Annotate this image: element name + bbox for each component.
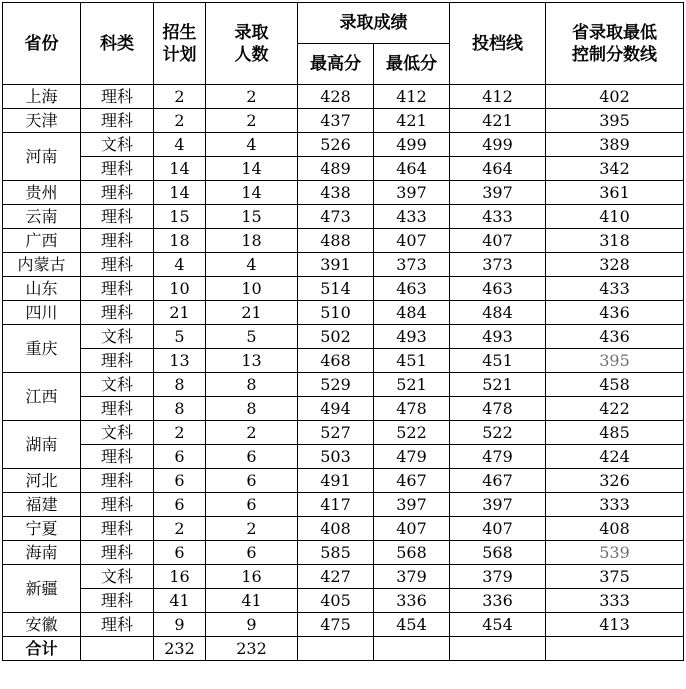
filing-line-cell: 421 (450, 109, 546, 133)
min-score-cell: 478 (374, 397, 450, 421)
min-score-cell: 451 (374, 349, 450, 373)
total-category-cell (81, 637, 154, 661)
min-score-cell: 467 (374, 469, 450, 493)
table-row (3, 589, 684, 613)
province-cell: 贵州 (3, 181, 81, 205)
control-line-cell: 402 (546, 85, 684, 109)
admitted-cell: 2 (206, 109, 298, 133)
province-cell: 福建 (3, 493, 81, 517)
control-line-cell: 408 (546, 517, 684, 541)
table-row (3, 517, 684, 541)
category-cell: 理科 (81, 109, 154, 133)
min-score-cell: 499 (374, 133, 450, 157)
table-row (3, 565, 684, 589)
table-row (3, 157, 684, 181)
total-plan-cell: 232 (154, 637, 206, 661)
min-score-cell: 464 (374, 157, 450, 181)
category-cell: 理科 (81, 613, 154, 637)
max-score-cell: 494 (298, 397, 374, 421)
admitted-cell: 14 (206, 157, 298, 181)
max-score-cell: 491 (298, 469, 374, 493)
admitted-cell: 18 (206, 229, 298, 253)
control-line-cell: 424 (546, 445, 684, 469)
category-cell: 理科 (81, 493, 154, 517)
province-cell: 安徽 (3, 613, 81, 637)
filing-line-cell: 397 (450, 493, 546, 517)
plan-cell: 6 (154, 541, 206, 565)
min-score-cell: 568 (374, 541, 450, 565)
category-cell: 理科 (81, 229, 154, 253)
max-score-cell: 438 (298, 181, 374, 205)
admitted-cell: 5 (206, 325, 298, 349)
header-admitted (206, 3, 298, 85)
filing-line-cell: 478 (450, 397, 546, 421)
header-admitted-line2: 人数 (234, 44, 269, 65)
control-line-cell: 326 (546, 469, 684, 493)
filing-line-cell: 463 (450, 277, 546, 301)
control-line-cell: 395 (546, 109, 684, 133)
plan-cell: 14 (154, 157, 206, 181)
max-score-cell: 475 (298, 613, 374, 637)
table-row (3, 397, 684, 421)
max-score-cell: 468 (298, 349, 374, 373)
filing-line-cell: 467 (450, 469, 546, 493)
category-cell: 文科 (81, 325, 154, 349)
category-cell: 理科 (81, 589, 154, 613)
admitted-cell: 8 (206, 373, 298, 397)
min-score-cell: 397 (374, 493, 450, 517)
category-cell: 理科 (81, 517, 154, 541)
max-score-cell: 503 (298, 445, 374, 469)
plan-cell: 15 (154, 205, 206, 229)
plan-cell: 21 (154, 301, 206, 325)
admitted-cell: 21 (206, 301, 298, 325)
total-admitted-cell: 232 (206, 637, 298, 661)
table-row (3, 301, 684, 325)
control-line-cell: 422 (546, 397, 684, 421)
filing-line-cell: 464 (450, 157, 546, 181)
header-control-line2: 控制分数线 (572, 44, 657, 65)
filing-line-cell: 499 (450, 133, 546, 157)
plan-cell: 41 (154, 589, 206, 613)
control-line-cell: 375 (546, 565, 684, 589)
filing-line-cell: 397 (450, 181, 546, 205)
category-cell: 理科 (81, 181, 154, 205)
header-scores: 录取成绩 (298, 3, 450, 44)
admitted-cell: 4 (206, 133, 298, 157)
plan-cell: 6 (154, 493, 206, 517)
plan-cell: 14 (154, 181, 206, 205)
province-cell: 上海 (3, 85, 81, 109)
max-score-cell: 391 (298, 253, 374, 277)
max-score-cell: 502 (298, 325, 374, 349)
province-cell: 内蒙古 (3, 253, 81, 277)
province-cell: 海南 (3, 541, 81, 565)
admitted-cell: 6 (206, 493, 298, 517)
control-line-cell: 433 (546, 277, 684, 301)
control-line-cell: 539 (546, 541, 684, 565)
admitted-cell: 16 (206, 565, 298, 589)
admitted-cell: 6 (206, 541, 298, 565)
header-plan-line1: 招生 (162, 22, 197, 43)
admitted-cell: 14 (206, 181, 298, 205)
plan-cell: 16 (154, 565, 206, 589)
filing-line-cell: 522 (450, 421, 546, 445)
filing-line-cell: 412 (450, 85, 546, 109)
header-plan-line2: 计划 (162, 44, 197, 65)
table-row (3, 445, 684, 469)
total-max-cell (298, 637, 374, 661)
filing-line-cell: 454 (450, 613, 546, 637)
filing-line-cell: 407 (450, 229, 546, 253)
max-score-cell: 527 (298, 421, 374, 445)
admitted-cell: 6 (206, 469, 298, 493)
table-row (3, 85, 684, 109)
province-cell: 四川 (3, 301, 81, 325)
category-cell: 文科 (81, 133, 154, 157)
total-control-cell (546, 637, 684, 661)
table-row (3, 277, 684, 301)
control-line-cell: 485 (546, 421, 684, 445)
table-row (3, 613, 684, 637)
header-filing-line: 投档线 (450, 3, 546, 85)
plan-cell: 9 (154, 613, 206, 637)
plan-cell: 2 (154, 109, 206, 133)
admitted-cell: 6 (206, 445, 298, 469)
control-line-cell: 361 (546, 181, 684, 205)
province-cell: 河北 (3, 469, 81, 493)
control-line-cell: 333 (546, 493, 684, 517)
table-row (3, 133, 684, 157)
table-row (3, 253, 684, 277)
admitted-cell: 10 (206, 277, 298, 301)
max-score-cell: 526 (298, 133, 374, 157)
table-row (3, 373, 684, 397)
min-score-cell: 407 (374, 229, 450, 253)
max-score-cell: 408 (298, 517, 374, 541)
max-score-cell: 405 (298, 589, 374, 613)
max-score-cell: 529 (298, 373, 374, 397)
max-score-cell: 585 (298, 541, 374, 565)
total-row (3, 637, 684, 661)
category-cell: 文科 (81, 421, 154, 445)
max-score-cell: 489 (298, 157, 374, 181)
table-row (3, 541, 684, 565)
max-score-cell: 514 (298, 277, 374, 301)
plan-cell: 2 (154, 517, 206, 541)
province-cell: 山东 (3, 277, 81, 301)
filing-line-cell: 484 (450, 301, 546, 325)
control-line-cell: 458 (546, 373, 684, 397)
control-line-cell: 436 (546, 325, 684, 349)
min-score-cell: 479 (374, 445, 450, 469)
min-score-cell: 412 (374, 85, 450, 109)
category-cell: 理科 (81, 277, 154, 301)
plan-cell: 13 (154, 349, 206, 373)
min-score-cell: 379 (374, 565, 450, 589)
filing-line-cell: 373 (450, 253, 546, 277)
min-score-cell: 373 (374, 253, 450, 277)
admission-score-table (2, 2, 684, 661)
filing-line-cell: 479 (450, 445, 546, 469)
min-score-cell: 454 (374, 613, 450, 637)
control-line-cell: 333 (546, 589, 684, 613)
admitted-cell: 15 (206, 205, 298, 229)
filing-line-cell: 336 (450, 589, 546, 613)
header-min-score: 最低分 (374, 44, 450, 85)
table-row (3, 325, 684, 349)
table-row (3, 109, 684, 133)
control-line-cell: 328 (546, 253, 684, 277)
table-row (3, 421, 684, 445)
category-cell: 理科 (81, 157, 154, 181)
header-plan (154, 3, 206, 85)
max-score-cell: 488 (298, 229, 374, 253)
filing-line-cell: 379 (450, 565, 546, 589)
filing-line-cell: 433 (450, 205, 546, 229)
min-score-cell: 493 (374, 325, 450, 349)
min-score-cell: 397 (374, 181, 450, 205)
category-cell: 理科 (81, 541, 154, 565)
plan-cell: 2 (154, 85, 206, 109)
control-line-cell: 395 (546, 349, 684, 373)
control-line-cell: 342 (546, 157, 684, 181)
control-line-cell: 318 (546, 229, 684, 253)
control-line-cell: 413 (546, 613, 684, 637)
plan-cell: 2 (154, 421, 206, 445)
min-score-cell: 433 (374, 205, 450, 229)
admitted-cell: 2 (206, 85, 298, 109)
control-line-cell: 410 (546, 205, 684, 229)
province-cell: 江西 (3, 373, 81, 421)
category-cell: 理科 (81, 397, 154, 421)
max-score-cell: 427 (298, 565, 374, 589)
filing-line-cell: 521 (450, 373, 546, 397)
max-score-cell: 510 (298, 301, 374, 325)
min-score-cell: 522 (374, 421, 450, 445)
filing-line-cell: 407 (450, 517, 546, 541)
table-body (3, 85, 684, 661)
admitted-cell: 2 (206, 517, 298, 541)
header-control-line (546, 3, 684, 85)
max-score-cell: 417 (298, 493, 374, 517)
table-row (3, 205, 684, 229)
min-score-cell: 521 (374, 373, 450, 397)
category-cell: 文科 (81, 373, 154, 397)
plan-cell: 8 (154, 373, 206, 397)
max-score-cell: 428 (298, 85, 374, 109)
min-score-cell: 463 (374, 277, 450, 301)
filing-line-cell: 493 (450, 325, 546, 349)
header-control-line1: 省录取最低 (572, 22, 657, 43)
province-cell: 新疆 (3, 565, 81, 613)
admitted-cell: 8 (206, 397, 298, 421)
category-cell: 理科 (81, 85, 154, 109)
header-category: 科类 (81, 3, 154, 85)
table-row (3, 349, 684, 373)
province-cell: 宁夏 (3, 517, 81, 541)
category-cell: 理科 (81, 205, 154, 229)
province-cell: 云南 (3, 205, 81, 229)
min-score-cell: 421 (374, 109, 450, 133)
plan-cell: 5 (154, 325, 206, 349)
province-cell: 天津 (3, 109, 81, 133)
plan-cell: 6 (154, 469, 206, 493)
total-min-cell (374, 637, 450, 661)
plan-cell: 6 (154, 445, 206, 469)
category-cell: 理科 (81, 253, 154, 277)
plan-cell: 18 (154, 229, 206, 253)
min-score-cell: 407 (374, 517, 450, 541)
category-cell: 文科 (81, 565, 154, 589)
admitted-cell: 4 (206, 253, 298, 277)
category-cell: 理科 (81, 349, 154, 373)
plan-cell: 4 (154, 133, 206, 157)
admitted-cell: 41 (206, 589, 298, 613)
min-score-cell: 484 (374, 301, 450, 325)
province-cell: 广西 (3, 229, 81, 253)
header-province: 省份 (3, 3, 81, 85)
admitted-cell: 13 (206, 349, 298, 373)
plan-cell: 8 (154, 397, 206, 421)
table-row (3, 181, 684, 205)
header-max-score: 最高分 (298, 44, 374, 85)
max-score-cell: 473 (298, 205, 374, 229)
category-cell: 理科 (81, 301, 154, 325)
province-cell: 湖南 (3, 421, 81, 469)
province-cell: 重庆 (3, 325, 81, 373)
control-line-cell: 436 (546, 301, 684, 325)
table-row (3, 229, 684, 253)
admitted-cell: 9 (206, 613, 298, 637)
admitted-cell: 2 (206, 421, 298, 445)
category-cell: 理科 (81, 469, 154, 493)
plan-cell: 4 (154, 253, 206, 277)
province-cell: 河南 (3, 133, 81, 181)
header-admitted-line1: 录取 (234, 22, 269, 43)
total-filing-cell (450, 637, 546, 661)
control-line-cell: 389 (546, 133, 684, 157)
table-row (3, 493, 684, 517)
category-cell: 理科 (81, 445, 154, 469)
min-score-cell: 336 (374, 589, 450, 613)
plan-cell: 10 (154, 277, 206, 301)
max-score-cell: 437 (298, 109, 374, 133)
filing-line-cell: 568 (450, 541, 546, 565)
table-row (3, 469, 684, 493)
filing-line-cell: 451 (450, 349, 546, 373)
total-label-cell: 合计 (3, 637, 81, 661)
